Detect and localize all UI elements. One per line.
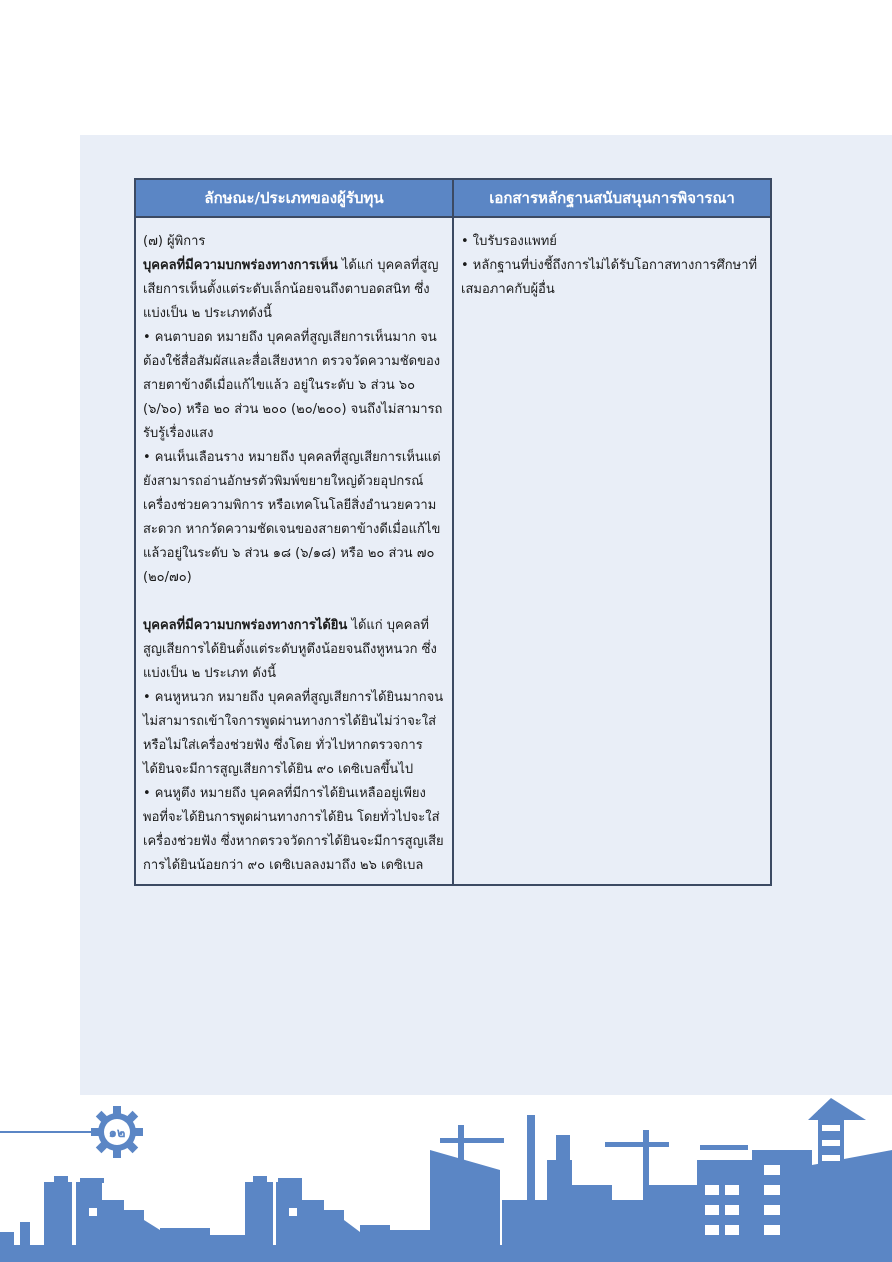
criteria-table [134,178,772,886]
header-supporting-documents: เอกสารหลักฐานสนับสนุนการพิจารณา [453,179,771,217]
low-vision-definition: • คนเห็นเลือนราง หมายถึง บุคคลที่สูญเสียการเห็นแต่ยังสามารถอ่านอักษรตัวพิมพ์ขยายใหญ่ด้วยอุปกรณ์เครื่องช่วยความพิการ หรือเทคโนโลยีสิ่งอำนวยความสะดวก หากวัดความชัดเจนของสายตาข้างดีเมื่อแก้ไขแล้วอยู่ในระดับ ๖ ส่วน ๑๘ (๖/๑๘) หรือ ๒๐ ส่วน ๗๐ (๒๐/๗๐) [143,450,441,585]
supporting-documents-cell [453,217,771,885]
visual-impairment-intro: ได้แก่ บุคคลที่สูญเสียการเห็นตั้งแต่ระดับเล็กน้อยจนถึงตาบอดสนิท ซึ่งแบ่งเป็น ๒ ประเภทดังนี้ [143,258,439,321]
city-skyline-footer [0,1090,892,1262]
header-recipient-type: ลักษณะ/ประเภทของผู้รับทุน [135,179,453,217]
table-header-row [135,179,771,217]
paragraph-gap [143,590,446,614]
table-row [135,217,771,885]
category-label: (๗) ผู้พิการ [143,234,206,249]
footer-line [0,1131,95,1133]
document-evidence-of-inequality: • หลักฐานที่บ่งชี้ถึงการไม่ได้รับโอกาสทางการศึกษาที่เสมอภาคกับผู้อื่น [461,258,758,297]
hearing-impairment-definition [143,614,446,686]
visual-impairment-title: บุคคลที่มีความบกพร่องทางการเห็น [143,258,338,273]
deaf-definition: • คนหูหนวก หมายถึง บุคคลที่สูญเสียการได้ยินมากจนไม่สามารถเข้าใจการพูดผ่านทางการได้ยินไม่ว่าจะใส่หรือไม่ใส่เครื่องช่วยฟัง ซึ่งโดย ทั่วไปหากตรวจการได้ยินจะมีการสูญเสียการได้ยิน ๙๐ เดซิเบลขึ้นไป [143,690,444,777]
page-number: ๑๒ [108,1126,126,1141]
hard-of-hearing-definition: • คนหูตึง หมายถึง บุคคลที่มีการได้ยินเหลืออยู่เพียงพอที่จะได้ยินการพูดผ่านทางการได้ยิน โดยทั่วไปจะใส่เครื่องช่วยฟัง ซึ่งหากตรวจวัดการได้ยินจะมีการสูญเสียการได้ยินน้อยกว่า ๙๐ เดซิเบลลงมาถึง ๒๖ เดซิเบล [143,786,444,873]
visual-impairment-definition [143,254,446,326]
document-medical-certificate: • ใบรับรองแพทย์ [461,234,557,249]
recipient-type-cell [135,217,453,885]
hearing-impairment-intro: ได้แก่ บุคคลที่สูญเสียการได้ยินตั้งแต่ระดับหูตึงน้อยจนถึงหูหนวก ซึ่งแบ่งเป็น ๒ ประเภท ดังนี้ [143,618,437,681]
blind-definition: • คนตาบอด หมายถึง บุคคลที่สูญเสียการเห็นมาก จนต้องใช้สื่อสัมผัสและสื่อเสียงหาก ตรวจวัดความชัดของสายตาข้างดีเมื่อแก้ไขแล้ว อยู่ในระดับ ๖ ส่วน ๖๐ (๖/๖๐) หรือ ๒๐ ส่วน ๒๐๐ (๒๐/๒๐๐) จนถึงไม่สามารถรับรู้เรื่องแสง [143,330,443,441]
hearing-impairment-title: บุคคลที่มีความบกพร่องทางการได้ยิน [143,618,348,633]
